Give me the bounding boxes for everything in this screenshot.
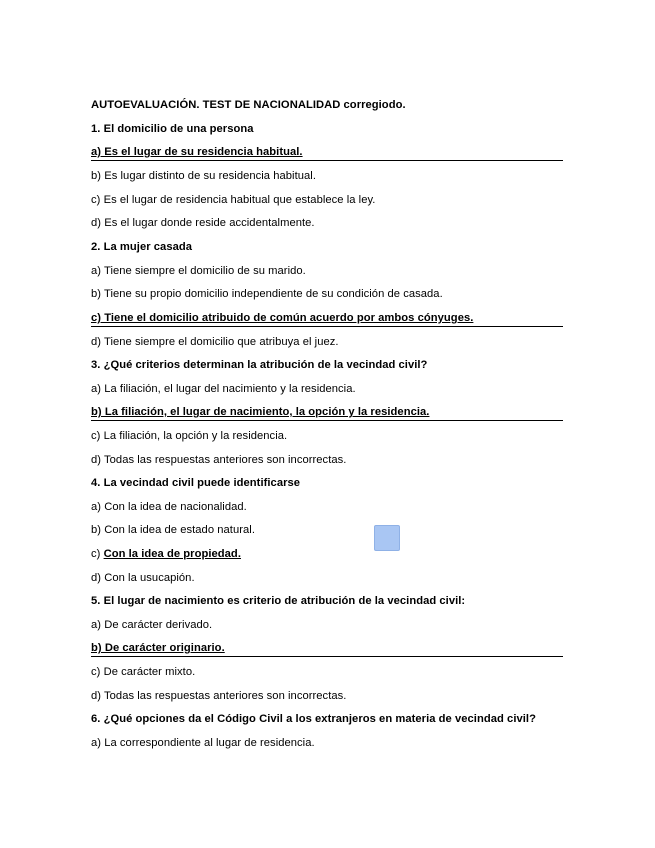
q4-option-a: a) Con la idea de nacionalidad. bbox=[91, 501, 247, 513]
q3-option-c: c) La filiación, la opción y la residencia. bbox=[91, 430, 288, 442]
question-2: 2. La mujer casada bbox=[91, 241, 193, 253]
q3-option-a: a) La filiación, el lugar del nacimiento y la residencia. bbox=[91, 383, 356, 395]
question-3: 3. ¿Qué criterios determinan la atribución de la vecindad civil? bbox=[91, 359, 428, 371]
q4-option-c-letter: c) bbox=[91, 548, 101, 560]
highlight-square bbox=[374, 525, 400, 551]
q3-option-d: d) Todas las respuestas anteriores son incorrectas. bbox=[91, 454, 347, 466]
question-4: 4. La vecindad civil puede identificarse bbox=[91, 477, 301, 489]
q5-option-b-correct bbox=[91, 641, 563, 657]
q5-option-d: d) Todas las respuestas anteriores son incorrectas. bbox=[91, 690, 347, 702]
q2-option-c-correct bbox=[91, 311, 563, 327]
q4-option-d: d) Con la usucapión. bbox=[91, 572, 195, 584]
q1-option-a-text: a) Es el lugar de su residencia habitual. bbox=[91, 146, 303, 158]
q5-option-a: a) De carácter derivado. bbox=[91, 619, 213, 631]
question-6: 6. ¿Qué opciones da el Código Civil a los extranjeros en materia de vecindad civil? bbox=[91, 713, 536, 725]
document-title: AUTOEVALUACIÓN. TEST DE NACIONALIDAD corregiodo. bbox=[91, 99, 406, 111]
question-5: 5. El lugar de nacimiento es criterio de atribución de la vecindad civil: bbox=[91, 595, 466, 607]
q4-option-b: b) Con la idea de estado natural. bbox=[91, 524, 255, 536]
q2-option-d: d) Tiene siempre el domicilio que atribuya el juez. bbox=[91, 336, 339, 348]
q2-option-b: b) Tiene su propio domicilio independiente de su condición de casada. bbox=[91, 288, 443, 300]
q6-option-a: a) La correspondiente al lugar de residencia. bbox=[91, 737, 315, 749]
question-1: 1. El domicilio de una persona bbox=[91, 123, 254, 135]
q1-option-a-correct bbox=[91, 145, 563, 161]
q2-option-a: a) Tiene siempre el domicilio de su marido. bbox=[91, 265, 306, 277]
q2-option-c-text: c) Tiene el domicilio atribuido de común acuerdo por ambos cónyuges. bbox=[91, 312, 474, 324]
q4-option-c-correct bbox=[91, 547, 563, 561]
q1-option-b: b) Es lugar distinto de su residencia habitual. bbox=[91, 170, 316, 182]
q4-option-c-text: Con la idea de propiedad. bbox=[103, 548, 241, 560]
q5-option-c: c) De carácter mixto. bbox=[91, 666, 196, 678]
q3-option-b-correct bbox=[91, 405, 563, 421]
q1-option-d: d) Es el lugar donde reside accidentalmente. bbox=[91, 217, 315, 229]
q1-option-c: c) Es el lugar de residencia habitual que establece la ley. bbox=[91, 194, 376, 206]
q5-option-b-text: b) De carácter originario. bbox=[91, 642, 225, 654]
q3-option-b-text: b) La filiación, el lugar de nacimiento, la opción y la residencia. bbox=[91, 406, 430, 418]
